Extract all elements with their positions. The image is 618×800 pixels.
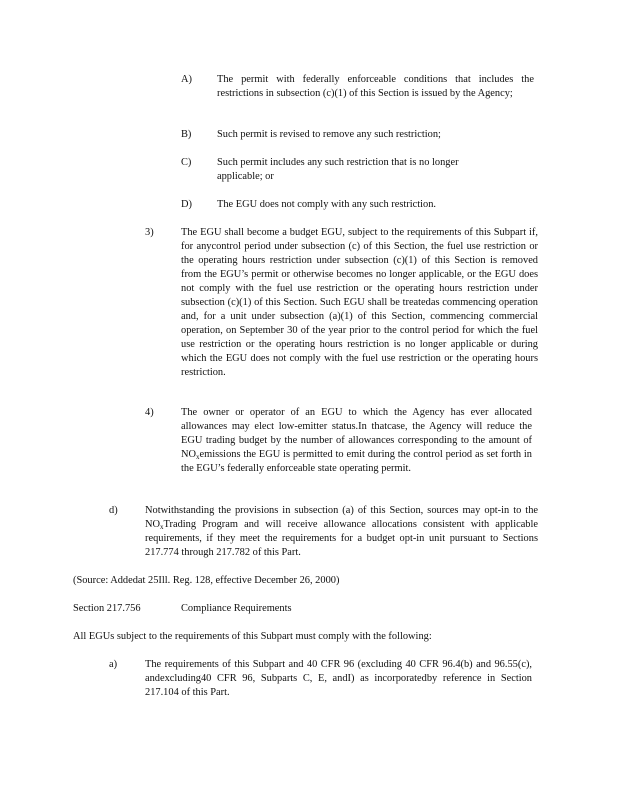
list-item-B: [0, 128, 618, 142]
section-heading: [73, 602, 292, 616]
item-text: The permit with federally enforceable conditions that includes the restrictions in subsection (c)(1) of this Section is issued by the Agency;: [217, 74, 534, 99]
list-item-4: [0, 406, 618, 490]
list-item-D: [0, 198, 618, 212]
subscript: x: [160, 523, 164, 531]
item-text: Such permit is revised to remove any such restriction;: [217, 129, 441, 140]
item-text: The requirements of this Subpart and 40 CFR 96 (excluding 40 CFR 96.4(b) and 96.55(c), andexcluding40 CFR 96, Subparts C, E, andI) as incorporatedby reference in Section 217.104 of this Part.: [145, 659, 532, 698]
item-label: D): [181, 199, 192, 210]
item-label: C): [181, 157, 192, 168]
section-title: Compliance Requirements: [181, 603, 292, 614]
text-part: emissions the EGU is permitted to emit during the control period as set forth in the EGU’s federally enforceable state operating permit.: [181, 449, 532, 474]
text-part: Trading Program and will receive allowance allocations consistent with applicable requirements, if they meet the requirements for a budget opt-in unit pursuant to Sections 217.774 through 217.782 of this Part.: [145, 519, 538, 558]
list-item-3: [0, 226, 618, 394]
item-text: [145, 504, 538, 560]
item-label: 4): [145, 407, 154, 418]
text-part: Notwithstanding the provisions in subsection (a) of this Section, sources may opt-in to the NO: [145, 505, 538, 530]
item-text: [181, 406, 532, 476]
item-label: d): [109, 505, 118, 516]
item-label: a): [109, 659, 118, 670]
item-text: Such permit includes any such restriction that is no longer applicable; or: [217, 157, 459, 182]
item-label: 3): [145, 227, 154, 238]
item-text: The EGU does not comply with any such restriction.: [217, 199, 437, 210]
item-label: A): [181, 74, 192, 85]
subscript: x: [196, 453, 200, 461]
section-number: Section 217.756: [73, 603, 141, 614]
text-part: The owner or operator of an EGU to which the Agency has ever allocated allowances may elect low-emitter status.In thatcase, the Agency will reduce the EGU trading budget by the number of allowances corresponding to the amount of NO: [181, 407, 532, 460]
list-item-d: [0, 504, 618, 560]
source-note: (Source: Addedat 25Ill. Reg. 128, effective December 26, 2000): [73, 575, 340, 586]
list-item-A: [0, 73, 618, 115]
intro-text: All EGUs subject to the requirements of this Subpart must comply with the following:: [73, 631, 432, 642]
list-item-C: [0, 156, 618, 184]
item-text: The EGU shall become a budget EGU, subject to the requirements of this Subpart if, for anycontrol period under subsection (c) of this Section, the fuel use restriction or the operating hours restriction under subsection (c)(1) of this Section is removed from the EGU’s permit or otherwise becomes no longer applicable, or the EGU does not comply with the fuel use restriction or the operating hours restriction under subsection (c)(1) of this Section. Such EGU shall be treatedas commencing operation and, for a unit under subsection (a)(1) of this Section, commencing commercial operation, on September 30 of the year prior to the control period for which the fuel use restriction or the operating hours restriction is no longer applicable or during which the EGU does not comply with the fuel use restriction or the operating hours restriction.: [181, 227, 538, 378]
item-label: B): [181, 129, 192, 140]
list-item-a: [0, 658, 618, 700]
